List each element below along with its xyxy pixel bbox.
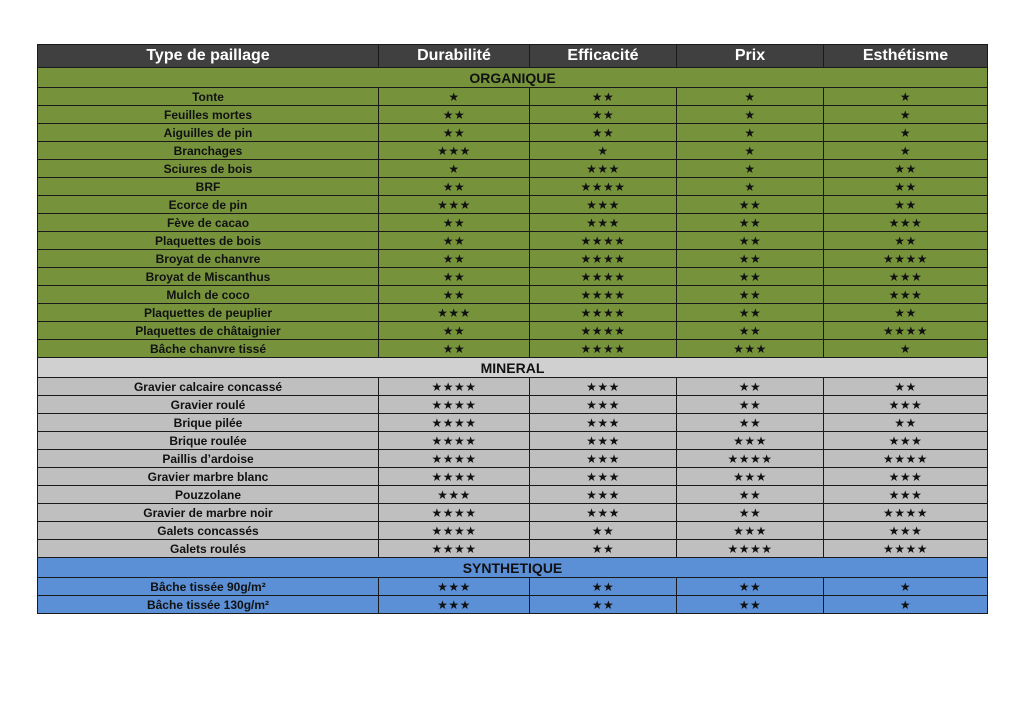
- rating-esthetisme-stars: ★★★: [824, 522, 988, 540]
- rating-esthetisme-stars: ★: [824, 124, 988, 142]
- rating-esthetisme-stars: ★★★: [824, 432, 988, 450]
- mulch-comparison-table: [37, 44, 988, 614]
- mulch-type-name: Broyat de Miscanthus: [38, 268, 379, 286]
- rating-durabilite-stars: ★★★: [379, 486, 530, 504]
- rating-esthetisme-stars: ★★★★: [824, 250, 988, 268]
- section-title: MINERAL: [38, 358, 988, 378]
- table-row: [38, 450, 988, 468]
- rating-esthetisme-stars: ★★: [824, 160, 988, 178]
- rating-prix-stars: ★: [677, 160, 824, 178]
- section-row-mineral: [38, 358, 988, 378]
- rating-prix-stars: ★★★: [677, 340, 824, 358]
- rating-durabilite-stars: ★★: [379, 178, 530, 196]
- rating-durabilite-stars: ★★★★: [379, 522, 530, 540]
- rating-prix-stars: ★: [677, 178, 824, 196]
- table-row: [38, 432, 988, 450]
- rating-prix-stars: ★★: [677, 268, 824, 286]
- rating-durabilite-stars: ★★: [379, 232, 530, 250]
- rating-durabilite-stars: ★★★★: [379, 468, 530, 486]
- section-row-organique: [38, 68, 988, 88]
- table-row: [38, 196, 988, 214]
- mulch-type-name: Gravier roulé: [38, 396, 379, 414]
- table-row: [38, 232, 988, 250]
- col-header-type: Type de paillage: [38, 45, 379, 68]
- rating-efficacite-stars: ★★: [530, 88, 677, 106]
- rating-esthetisme-stars: ★★: [824, 414, 988, 432]
- rating-esthetisme-stars: ★: [824, 88, 988, 106]
- rating-prix-stars: ★★: [677, 232, 824, 250]
- mulch-type-name: Tonte: [38, 88, 379, 106]
- mulch-type-name: Galets concassés: [38, 522, 379, 540]
- table-row: [38, 322, 988, 340]
- rating-efficacite-stars: ★★★: [530, 486, 677, 504]
- mulch-type-name: Paillis d’ardoise: [38, 450, 379, 468]
- rating-prix-stars: ★★: [677, 596, 824, 614]
- table-row: [38, 106, 988, 124]
- table-row: [38, 304, 988, 322]
- table-row: [38, 214, 988, 232]
- rating-prix-stars: ★★: [677, 578, 824, 596]
- header-row: [38, 45, 988, 68]
- rating-esthetisme-stars: ★★: [824, 196, 988, 214]
- rating-durabilite-stars: ★★: [379, 286, 530, 304]
- rating-efficacite-stars: ★★★: [530, 414, 677, 432]
- rating-efficacite-stars: ★★★: [530, 450, 677, 468]
- rating-durabilite-stars: ★★★: [379, 304, 530, 322]
- mulch-type-name: Mulch de coco: [38, 286, 379, 304]
- table-row: [38, 160, 988, 178]
- mulch-type-name: Galets roulés: [38, 540, 379, 558]
- rating-esthetisme-stars: ★★★★: [824, 540, 988, 558]
- rating-prix-stars: ★★★: [677, 432, 824, 450]
- rating-efficacite-stars: ★★★: [530, 396, 677, 414]
- table-row: [38, 142, 988, 160]
- rating-esthetisme-stars: ★★★: [824, 214, 988, 232]
- table-row: [38, 396, 988, 414]
- rating-efficacite-stars: ★: [530, 142, 677, 160]
- mulch-type-name: Bâche tissée 90g/m²: [38, 578, 379, 596]
- rating-efficacite-stars: ★★★: [530, 432, 677, 450]
- rating-efficacite-stars: ★★★: [530, 196, 677, 214]
- section-title: ORGANIQUE: [38, 68, 988, 88]
- table-row: [38, 468, 988, 486]
- rating-prix-stars: ★★: [677, 322, 824, 340]
- rating-durabilite-stars: ★★★: [379, 142, 530, 160]
- section-row-synthetique: [38, 558, 988, 578]
- rating-prix-stars: ★★: [677, 214, 824, 232]
- col-header-efficacite: Efficacité: [530, 45, 677, 68]
- col-header-prix: Prix: [677, 45, 824, 68]
- rating-efficacite-stars: ★★★★: [530, 322, 677, 340]
- rating-prix-stars: ★★: [677, 304, 824, 322]
- rating-esthetisme-stars: ★: [824, 578, 988, 596]
- rating-durabilite-stars: ★★: [379, 214, 530, 232]
- section-title: SYNTHETIQUE: [38, 558, 988, 578]
- rating-efficacite-stars: ★★: [530, 124, 677, 142]
- table-row: [38, 596, 988, 614]
- rating-prix-stars: ★★★★: [677, 450, 824, 468]
- mulch-type-name: Plaquettes de peuplier: [38, 304, 379, 322]
- mulch-type-name: Fève de cacao: [38, 214, 379, 232]
- rating-esthetisme-stars: ★★★: [824, 468, 988, 486]
- rating-prix-stars: ★★: [677, 504, 824, 522]
- rating-esthetisme-stars: ★★: [824, 232, 988, 250]
- mulch-type-name: Branchages: [38, 142, 379, 160]
- rating-esthetisme-stars: ★★: [824, 178, 988, 196]
- rating-esthetisme-stars: ★★★: [824, 268, 988, 286]
- mulch-type-name: Brique pilée: [38, 414, 379, 432]
- rating-efficacite-stars: ★★★★: [530, 286, 677, 304]
- table-row: [38, 486, 988, 504]
- rating-esthetisme-stars: ★: [824, 106, 988, 124]
- rating-efficacite-stars: ★★: [530, 522, 677, 540]
- rating-durabilite-stars: ★★★★: [379, 378, 530, 396]
- rating-esthetisme-stars: ★★★: [824, 486, 988, 504]
- table-row: [38, 378, 988, 396]
- rating-efficacite-stars: ★★★★: [530, 340, 677, 358]
- rating-prix-stars: ★★: [677, 396, 824, 414]
- rating-efficacite-stars: ★★★★: [530, 232, 677, 250]
- rating-prix-stars: ★★: [677, 378, 824, 396]
- mulch-type-name: Gravier marbre blanc: [38, 468, 379, 486]
- rating-prix-stars: ★★★: [677, 468, 824, 486]
- rating-prix-stars: ★★★: [677, 522, 824, 540]
- rating-efficacite-stars: ★★★: [530, 160, 677, 178]
- rating-durabilite-stars: ★: [379, 160, 530, 178]
- rating-prix-stars: ★: [677, 142, 824, 160]
- mulch-type-name: Bâche chanvre tissé: [38, 340, 379, 358]
- table-row: [38, 504, 988, 522]
- rating-durabilite-stars: ★★★★: [379, 396, 530, 414]
- mulch-type-name: Ecorce de pin: [38, 196, 379, 214]
- rating-efficacite-stars: ★★★★: [530, 304, 677, 322]
- rating-efficacite-stars: ★★★★: [530, 268, 677, 286]
- table-row: [38, 540, 988, 558]
- table-row: [38, 178, 988, 196]
- rating-durabilite-stars: ★★★: [379, 578, 530, 596]
- rating-esthetisme-stars: ★★★★: [824, 504, 988, 522]
- table-row: [38, 250, 988, 268]
- rating-esthetisme-stars: ★★★: [824, 286, 988, 304]
- mulch-type-name: Aiguilles de pin: [38, 124, 379, 142]
- mulch-type-name: Gravier calcaire concassé: [38, 378, 379, 396]
- rating-efficacite-stars: ★★★: [530, 504, 677, 522]
- rating-prix-stars: ★: [677, 106, 824, 124]
- table-body: [38, 68, 988, 614]
- rating-durabilite-stars: ★★: [379, 124, 530, 142]
- rating-prix-stars: ★: [677, 124, 824, 142]
- rating-durabilite-stars: ★★★: [379, 596, 530, 614]
- rating-durabilite-stars: ★★: [379, 250, 530, 268]
- table-row: [38, 88, 988, 106]
- rating-durabilite-stars: ★★★: [379, 196, 530, 214]
- rating-efficacite-stars: ★★★★: [530, 250, 677, 268]
- mulch-type-name: Sciures de bois: [38, 160, 379, 178]
- rating-durabilite-stars: ★★: [379, 340, 530, 358]
- col-header-esthetisme: Esthétisme: [824, 45, 988, 68]
- mulch-type-name: Feuilles mortes: [38, 106, 379, 124]
- rating-prix-stars: ★★★★: [677, 540, 824, 558]
- rating-esthetisme-stars: ★★★: [824, 396, 988, 414]
- rating-durabilite-stars: ★★★★: [379, 432, 530, 450]
- rating-durabilite-stars: ★★: [379, 106, 530, 124]
- rating-prix-stars: ★★: [677, 414, 824, 432]
- rating-esthetisme-stars: ★: [824, 142, 988, 160]
- rating-prix-stars: ★★: [677, 286, 824, 304]
- rating-esthetisme-stars: ★★★★: [824, 322, 988, 340]
- table-row: [38, 522, 988, 540]
- rating-prix-stars: ★★: [677, 486, 824, 504]
- rating-efficacite-stars: ★★★: [530, 378, 677, 396]
- rating-durabilite-stars: ★★★★: [379, 414, 530, 432]
- table-row: [38, 286, 988, 304]
- mulch-type-name: Broyat de chanvre: [38, 250, 379, 268]
- rating-durabilite-stars: ★★★★: [379, 540, 530, 558]
- rating-efficacite-stars: ★★★: [530, 214, 677, 232]
- table-row: [38, 268, 988, 286]
- rating-efficacite-stars: ★★: [530, 578, 677, 596]
- mulch-type-name: Pouzzolane: [38, 486, 379, 504]
- rating-durabilite-stars: ★★: [379, 322, 530, 340]
- rating-prix-stars: ★★: [677, 250, 824, 268]
- rating-durabilite-stars: ★★★★: [379, 504, 530, 522]
- mulch-type-name: Plaquettes de châtaignier: [38, 322, 379, 340]
- mulch-type-name: BRF: [38, 178, 379, 196]
- rating-durabilite-stars: ★: [379, 88, 530, 106]
- rating-efficacite-stars: ★★: [530, 106, 677, 124]
- col-header-durabilite: Durabilité: [379, 45, 530, 68]
- table-row: [38, 124, 988, 142]
- rating-efficacite-stars: ★★: [530, 540, 677, 558]
- mulch-type-name: Bâche tissée 130g/m²: [38, 596, 379, 614]
- table-row: [38, 578, 988, 596]
- rating-efficacite-stars: ★★★: [530, 468, 677, 486]
- rating-esthetisme-stars: ★★: [824, 378, 988, 396]
- rating-durabilite-stars: ★★: [379, 268, 530, 286]
- rating-efficacite-stars: ★★★★: [530, 178, 677, 196]
- rating-efficacite-stars: ★★: [530, 596, 677, 614]
- mulch-type-name: Gravier de marbre noir: [38, 504, 379, 522]
- rating-esthetisme-stars: ★★★★: [824, 450, 988, 468]
- mulch-type-name: Plaquettes de bois: [38, 232, 379, 250]
- rating-esthetisme-stars: ★: [824, 596, 988, 614]
- table-row: [38, 340, 988, 358]
- rating-durabilite-stars: ★★★★: [379, 450, 530, 468]
- rating-prix-stars: ★★: [677, 196, 824, 214]
- table-row: [38, 414, 988, 432]
- rating-prix-stars: ★: [677, 88, 824, 106]
- rating-esthetisme-stars: ★★: [824, 304, 988, 322]
- mulch-type-name: Brique roulée: [38, 432, 379, 450]
- rating-esthetisme-stars: ★: [824, 340, 988, 358]
